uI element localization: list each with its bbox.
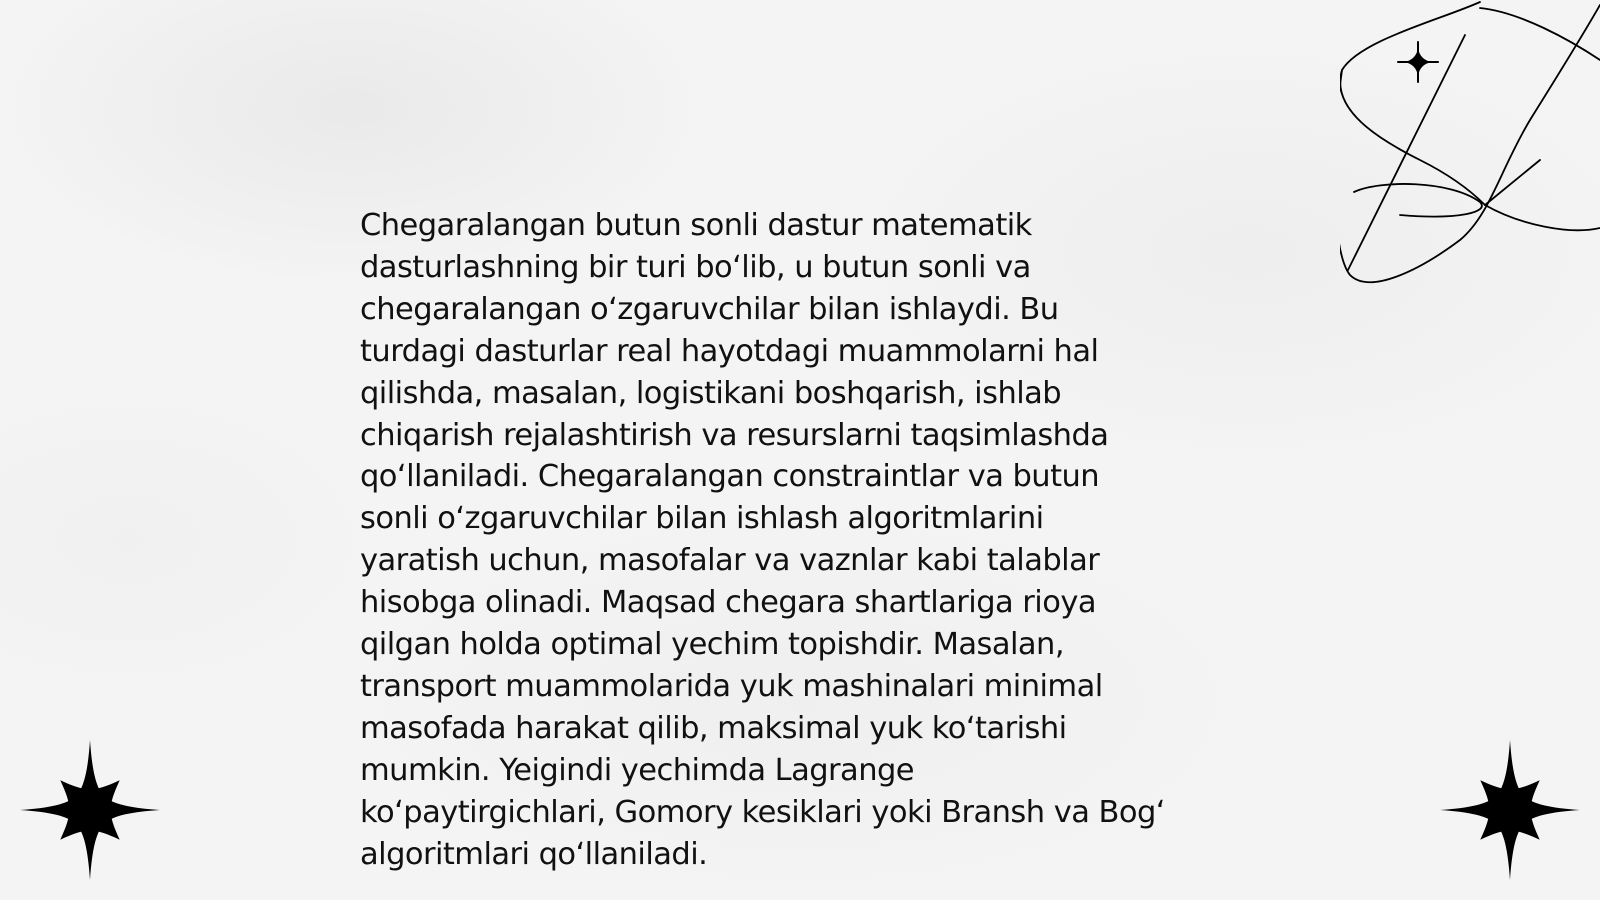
- body-paragraph: Chegaralangan butun sonli dastur matematik dasturlashning bir turi bo‘lib, u butun sonli va chegaralangan o‘zgaruvchilar bilan ishlaydi. Bu turdagi dasturlar real hayotdagi muammolarni hal qilishda, masalan, logistikani boshqarish, ishlab chiqarish rejalashtirish va resurslarni taqsimlashda qo‘llaniladi. Chegaralangan constraintlar va butun sonli o‘zgaruvchilar bilan ishlash algoritmlarini yaratish uchun, masofalar va vaznlar kabi talablar hisobga olinadi. Maqsad chegara shartlariga rioya qilgan holda optimal yechim topishdir. Masalan, transport muammolarida yuk mashinalari minimal masofada harakat qilib, maksimal yuk ko‘tarishi mumkin. Yeigindi yechimda Lagrange ko‘paytirgichlari, Gomory kesiklari yoki Bransh va Bog‘ algoritmlari qo‘llaniladi.: [360, 208, 1165, 872]
- four-point-star-icon: [20, 740, 160, 880]
- four-point-star-icon: [1440, 740, 1580, 880]
- orbit-sparkle-icon: [1340, 0, 1600, 300]
